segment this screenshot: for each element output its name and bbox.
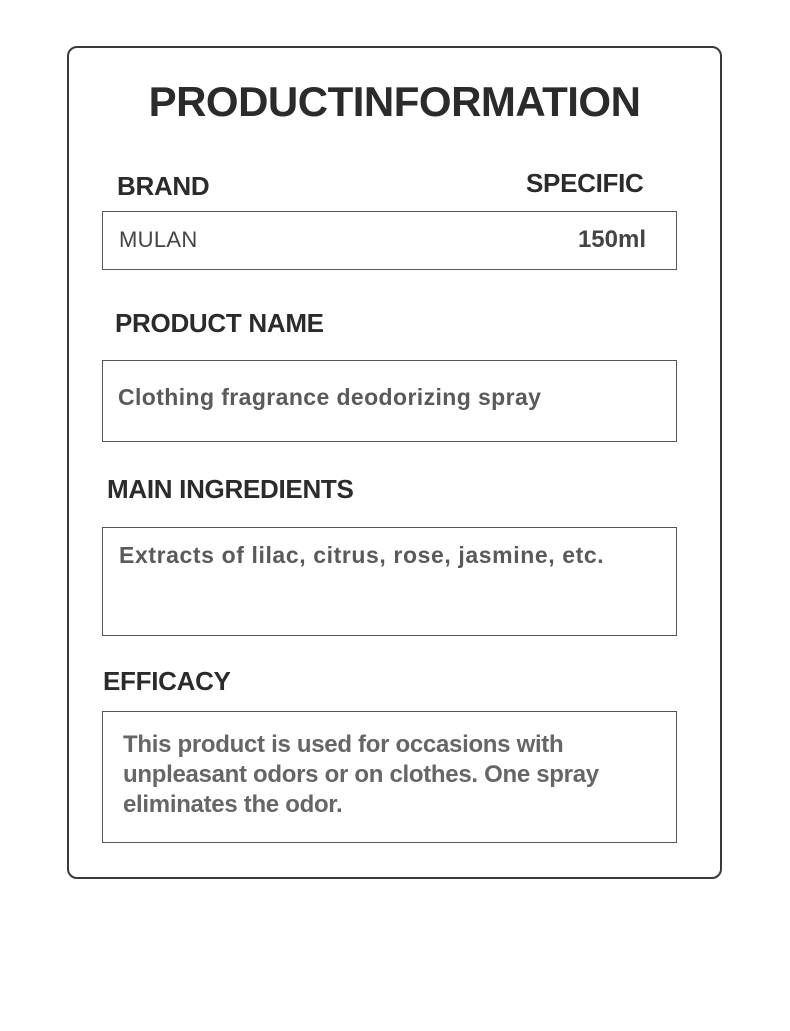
brand-specific-box: [102, 211, 677, 270]
main-ingredients-value: Extracts of lilac, citrus, rose, jasmine, etc.: [119, 542, 605, 568]
product-name-value: Clothing fragrance deodorizing spray: [118, 384, 542, 410]
specific-label: SPECIFIC: [526, 168, 644, 198]
brand-value: MULAN: [119, 227, 198, 252]
main-ingredients-box: [102, 527, 677, 636]
brand-label: BRAND: [117, 171, 210, 201]
efficacy-label: EFFICACY: [103, 666, 231, 696]
efficacy-value: This product is used for occasions with unpleasant odors or on clothes. One spray eliminates the odor.: [123, 731, 599, 818]
product-name-box: [102, 360, 677, 442]
page-title: PRODUCTINFORMATION: [148, 78, 641, 125]
specific-value: 150ml: [577, 226, 646, 253]
efficacy-box: [102, 711, 677, 843]
product-name-label: PRODUCT NAME: [115, 308, 324, 338]
main-ingredients-label: MAIN INGREDIENTS: [107, 474, 354, 504]
